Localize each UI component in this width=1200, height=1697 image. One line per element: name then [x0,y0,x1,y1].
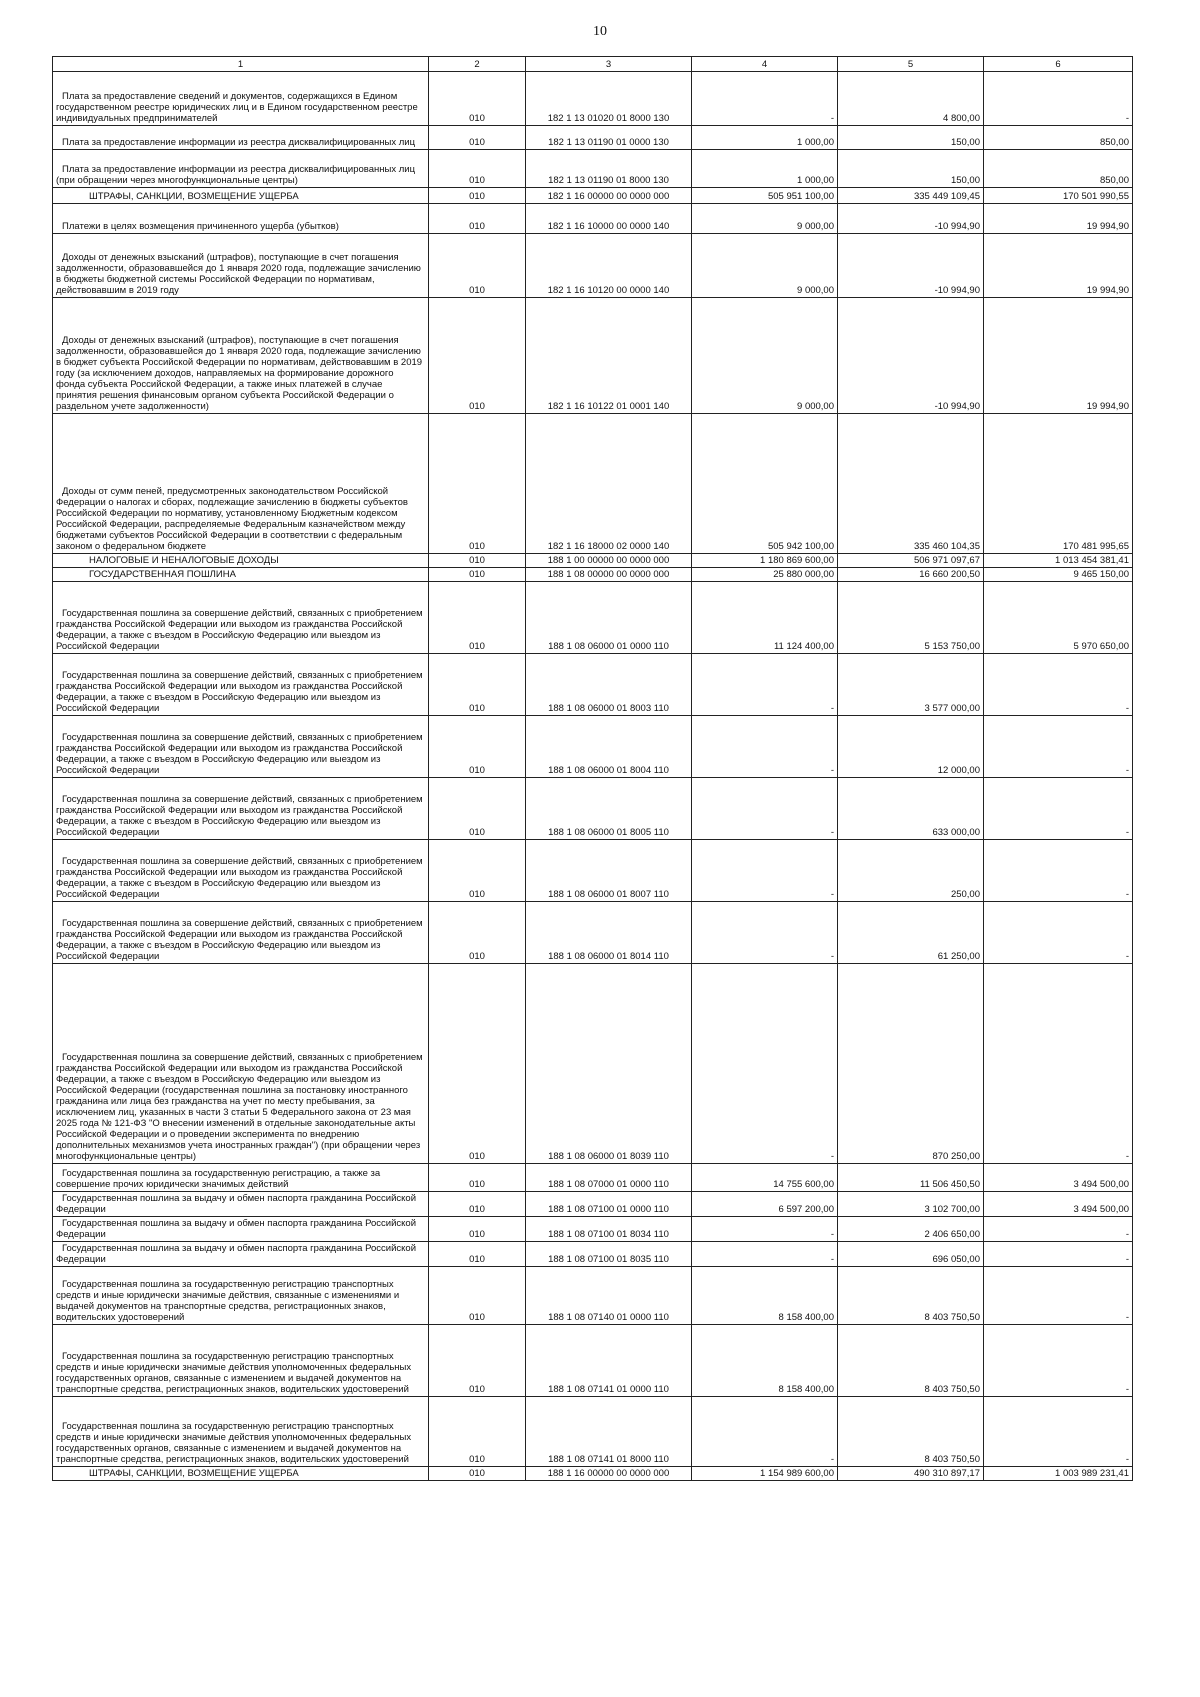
unexecuted-amount-cell: - [984,1242,1133,1267]
budget-code-cell: 188 1 08 00000 00 0000 000 [526,568,692,582]
row-name-cell: Доходы от денежных взысканий (штрафов), поступающие в счет погашения задолженности, образовавшейся до 1 января 2020 года, подлежащие зачислению в бюджеты бюджетной системы Российской Федерации по нормативам, действовавшим в 2019 году [53,234,429,298]
column-header-6: 6 [984,57,1133,72]
budget-code-cell: 182 1 13 01020 01 8000 130 [526,72,692,126]
unexecuted-amount-cell: 19 994,90 [984,234,1133,298]
budget-code-cell: 182 1 16 10000 00 0000 140 [526,204,692,234]
budget-code-cell: 182 1 16 10120 00 0000 140 [526,234,692,298]
budget-code-cell: 188 1 08 06000 01 8039 110 [526,964,692,1164]
line-code-cell: 010 [429,188,526,204]
unexecuted-amount-cell: 170 481 995,65 [984,414,1133,554]
table-row [53,150,1133,188]
row-name-cell: Государственная пошлина за совершение действий, связанных с приобретением гражданства Российской Федерации или выходом из гражданства Российской Федерации, а также с въездом в Российскую Федерацию или выездом из Российской Федерации [53,716,429,778]
unexecuted-amount-cell: 19 994,90 [984,298,1133,414]
line-code-cell: 010 [429,778,526,840]
table-row [53,554,1133,568]
budget-code-cell: 188 1 08 07140 01 0000 110 [526,1267,692,1325]
executed-amount-cell: 3 102 700,00 [838,1192,984,1217]
row-name-cell: Государственная пошлина за государственную регистрацию, а также за совершение прочих юридически значимых действий [53,1164,429,1192]
column-header-3: 3 [526,57,692,72]
column-header-2: 2 [429,57,526,72]
row-name-cell: Доходы от денежных взысканий (штрафов), поступающие в счет погашения задолженности, образовавшейся до 1 января 2020 года, подлежащие зачислению в бюджет субъекта Российской Федерации по нормативам, действовавшим в 2019 году (за исключением доходов, направляемых на формирование дорожного фонда субъекта Российской Федерации, а также иных платежей в случае принятия решения финансовым органом субъекта Российской Федерации о раздельном учете задолженности) [53,298,429,414]
row-name-cell: Государственная пошлина за выдачу и обмен паспорта гражданина Российской Федерации [53,1242,429,1267]
row-name-cell: Государственная пошлина за совершение действий, связанных с приобретением гражданства Российской Федерации или выходом из гражданства Российской Федерации, а также с въездом в Российскую Федерацию или выездом из Российской Федерации [53,654,429,716]
line-code-cell: 010 [429,298,526,414]
row-name-cell: Платежи в целях возмещения причиненного ущерба (убытков) [53,204,429,234]
line-code-cell: 010 [429,964,526,1164]
row-name-cell: Плата за предоставление сведений и документов, содержащихся в Едином государственном реестре юридических лиц и в Едином государственном реестре индивидуальных предпринимателей [53,72,429,126]
table-row [53,126,1133,150]
unexecuted-amount-cell: - [984,778,1133,840]
executed-amount-cell: 5 153 750,00 [838,582,984,654]
unexecuted-amount-cell: - [984,964,1133,1164]
executed-amount-cell: 150,00 [838,150,984,188]
executed-amount-cell: 335 460 104,35 [838,414,984,554]
table-row [53,582,1133,654]
table-row [53,204,1133,234]
line-code-cell: 010 [429,1325,526,1397]
budget-code-cell: 188 1 08 07141 01 8000 110 [526,1397,692,1467]
executed-amount-cell: 506 971 097,67 [838,554,984,568]
table-row [53,298,1133,414]
line-code-cell: 010 [429,840,526,902]
line-code-cell: 010 [429,72,526,126]
executed-amount-cell: 11 506 450,50 [838,1164,984,1192]
approved-amount-cell: 8 158 400,00 [692,1325,838,1397]
executed-amount-cell: 8 403 750,50 [838,1325,984,1397]
column-header-5: 5 [838,57,984,72]
table-row [53,1397,1133,1467]
line-code-cell: 010 [429,204,526,234]
executed-amount-cell: -10 994,90 [838,204,984,234]
table-row [53,1164,1133,1192]
table-row [53,72,1133,126]
budget-code-cell: 188 1 08 07100 01 0000 110 [526,1192,692,1217]
unexecuted-amount-cell: 1 003 989 231,41 [984,1467,1133,1481]
executed-amount-cell: 335 449 109,45 [838,188,984,204]
line-code-cell: 010 [429,568,526,582]
page-number: 10 [593,24,607,39]
line-code-cell: 010 [429,1242,526,1267]
unexecuted-amount-cell: - [984,1267,1133,1325]
revenue-report-table [52,56,1133,1481]
budget-code-cell: 188 1 00 00000 00 0000 000 [526,554,692,568]
unexecuted-amount-cell: - [984,1217,1133,1242]
budget-code-cell: 188 1 08 07100 01 8035 110 [526,1242,692,1267]
executed-amount-cell: -10 994,90 [838,298,984,414]
table-row [53,902,1133,964]
approved-amount-cell: 9 000,00 [692,204,838,234]
row-name-cell: Государственная пошлина за государственную регистрацию транспортных средств и иные юридически значимые действия уполномоченных федеральных государственных органов, связанные с изменением и выдачей документов на транспортные средства, регистрационных знаков, водительских удостоверений [53,1397,429,1467]
budget-code-cell: 182 1 16 18000 02 0000 140 [526,414,692,554]
executed-amount-cell: 633 000,00 [838,778,984,840]
approved-amount-cell: - [692,1397,838,1467]
line-code-cell: 010 [429,234,526,298]
column-number-header-row [53,57,1133,72]
budget-code-cell: 188 1 08 06000 01 8007 110 [526,840,692,902]
unexecuted-amount-cell: - [984,902,1133,964]
approved-amount-cell: 14 755 600,00 [692,1164,838,1192]
approved-amount-cell: 1 000,00 [692,150,838,188]
table-row [53,414,1133,554]
table-row [53,188,1133,204]
line-code-cell: 010 [429,582,526,654]
budget-code-cell: 182 1 16 10122 01 0001 140 [526,298,692,414]
budget-code-cell: 188 1 08 06000 01 8004 110 [526,716,692,778]
table-row [53,1217,1133,1242]
unexecuted-amount-cell: - [984,72,1133,126]
approved-amount-cell: 11 124 400,00 [692,582,838,654]
budget-code-cell: 188 1 08 07000 01 0000 110 [526,1164,692,1192]
approved-amount-cell: - [692,840,838,902]
approved-amount-cell: - [692,902,838,964]
unexecuted-amount-cell: - [984,1325,1133,1397]
unexecuted-amount-cell: 3 494 500,00 [984,1192,1133,1217]
row-name-cell: Государственная пошлина за выдачу и обмен паспорта гражданина Российской Федерации [53,1217,429,1242]
budget-code-cell: 188 1 08 07100 01 8034 110 [526,1217,692,1242]
approved-amount-cell: 25 880 000,00 [692,568,838,582]
row-name-cell: Государственная пошлина за выдачу и обмен паспорта гражданина Российской Федерации [53,1192,429,1217]
row-name-cell: Государственная пошлина за совершение действий, связанных с приобретением гражданства Российской Федерации или выходом из гражданства Российской Федерации, а также с въездом в Российскую Федерацию или выездом из Российской Федерации [53,582,429,654]
row-name-cell: НАЛОГОВЫЕ И НЕНАЛОГОВЫЕ ДОХОДЫ [53,554,429,568]
unexecuted-amount-cell: 170 501 990,55 [984,188,1133,204]
line-code-cell: 010 [429,1217,526,1242]
unexecuted-amount-cell: 1 013 454 381,41 [984,554,1133,568]
budget-code-cell: 182 1 13 01190 01 8000 130 [526,150,692,188]
budget-code-cell: 188 1 08 06000 01 8005 110 [526,778,692,840]
table-row [53,964,1133,1164]
approved-amount-cell: - [692,716,838,778]
unexecuted-amount-cell: 19 994,90 [984,204,1133,234]
line-code-cell: 010 [429,414,526,554]
row-name-cell: Доходы от сумм пеней, предусмотренных законодательством Российской Федерации о налогах и сборах, подлежащие зачислению в бюджеты субъектов Российской Федерации по нормативу, установленному Бюджетным кодексом Российской Федерации, распределяемые Федеральным казначейством между бюджетами субъектов Российской Федерации в соответствии с федеральным законом о федеральном бюджете [53,414,429,554]
budget-code-cell: 188 1 16 00000 00 0000 000 [526,1467,692,1481]
row-name-cell: Государственная пошлина за совершение действий, связанных с приобретением гражданства Российской Федерации или выходом из гражданства Российской Федерации, а также с въездом в Российскую Федерацию или выездом из Российской Федерации [53,778,429,840]
unexecuted-amount-cell: - [984,716,1133,778]
line-code-cell: 010 [429,126,526,150]
table-row [53,1467,1133,1481]
table-row [53,234,1133,298]
row-name-cell: ШТРАФЫ, САНКЦИИ, ВОЗМЕЩЕНИЕ УЩЕРБА [53,188,429,204]
table-row [53,654,1133,716]
budget-code-cell: 182 1 16 00000 00 0000 000 [526,188,692,204]
column-header-1: 1 [53,57,429,72]
table-row [53,568,1133,582]
table-row [53,840,1133,902]
executed-amount-cell: 870 250,00 [838,964,984,1164]
line-code-cell: 010 [429,1467,526,1481]
approved-amount-cell: - [692,72,838,126]
line-code-cell: 010 [429,554,526,568]
row-name-cell: Государственная пошлина за совершение действий, связанных с приобретением гражданства Российской Федерации или выходом из гражданства Российской Федерации, а также с въездом в Российскую Федерацию или выездом из Российской Федерации (государственная пошлина за постановку иностранного гражданина или лица без гражданства на учет по месту пребывания, за исключением лиц, указанных в части 3 статьи 5 Федерального закона от 23 мая 2025 года № 121-ФЗ "О внесении изменений в отдельные законодательные акты Российской Федерации и о проведении эксперимента по внедрению дополнительных механизмов учета иностранных граждан") (при обращении через многофункциональные центры) [53,964,429,1164]
unexecuted-amount-cell: 5 970 650,00 [984,582,1133,654]
line-code-cell: 010 [429,150,526,188]
table-row [53,1192,1133,1217]
approved-amount-cell: - [692,964,838,1164]
unexecuted-amount-cell: - [984,840,1133,902]
row-name-cell: Государственная пошлина за государственную регистрацию транспортных средств и иные юридически значимые действия, связанные с изменениями и выдачей документов на транспортные средства, регистрационных знаков, водительских удостоверений [53,1267,429,1325]
table-row [53,1325,1133,1397]
line-code-cell: 010 [429,1192,526,1217]
line-code-cell: 010 [429,902,526,964]
executed-amount-cell: 150,00 [838,126,984,150]
executed-amount-cell: 8 403 750,50 [838,1397,984,1467]
row-name-cell: Государственная пошлина за совершение действий, связанных с приобретением гражданства Российской Федерации или выходом из гражданства Российской Федерации, а также с въездом в Российскую Федерацию или выездом из Российской Федерации [53,840,429,902]
approved-amount-cell: 1 000,00 [692,126,838,150]
unexecuted-amount-cell: 850,00 [984,126,1133,150]
executed-amount-cell: 61 250,00 [838,902,984,964]
approved-amount-cell: 1 154 989 600,00 [692,1467,838,1481]
line-code-cell: 010 [429,1164,526,1192]
executed-amount-cell: 490 310 897,17 [838,1467,984,1481]
approved-amount-cell: 6 597 200,00 [692,1192,838,1217]
budget-code-cell: 188 1 08 06000 01 8003 110 [526,654,692,716]
approved-amount-cell: 1 180 869 600,00 [692,554,838,568]
executed-amount-cell: 8 403 750,50 [838,1267,984,1325]
row-name-cell: Государственная пошлина за совершение действий, связанных с приобретением гражданства Российской Федерации или выходом из гражданства Российской Федерации, а также с въездом в Российскую Федерацию или выездом из Российской Федерации [53,902,429,964]
approved-amount-cell: - [692,778,838,840]
budget-code-cell: 188 1 08 06000 01 0000 110 [526,582,692,654]
approved-amount-cell: - [692,1217,838,1242]
row-name-cell: ГОСУДАРСТВЕННАЯ ПОШЛИНА [53,568,429,582]
executed-amount-cell: 696 050,00 [838,1242,984,1267]
row-name-cell: Плата за предоставление информации из реестра дисквалифицированных лиц (при обращении через многофункциональные центры) [53,150,429,188]
approved-amount-cell: 9 000,00 [692,298,838,414]
table-row [53,1242,1133,1267]
line-code-cell: 010 [429,654,526,716]
unexecuted-amount-cell: 3 494 500,00 [984,1164,1133,1192]
approved-amount-cell: 505 942 100,00 [692,414,838,554]
approved-amount-cell: 8 158 400,00 [692,1267,838,1325]
row-name-cell: Плата за предоставление информации из реестра дисквалифицированных лиц [53,126,429,150]
row-name-cell: Государственная пошлина за государственную регистрацию транспортных средств и иные юридически значимые действия уполномоченных федеральных государственных органов, связанные с изменением и выдачей документов на транспортные средства, регистрационных знаков, водительских удостоверений [53,1325,429,1397]
executed-amount-cell: 16 660 200,50 [838,568,984,582]
table-row [53,1267,1133,1325]
budget-code-cell: 182 1 13 01190 01 0000 130 [526,126,692,150]
executed-amount-cell: 3 577 000,00 [838,654,984,716]
budget-code-cell: 188 1 08 06000 01 8014 110 [526,902,692,964]
report-body [53,72,1133,1481]
unexecuted-amount-cell: 9 465 150,00 [984,568,1133,582]
line-code-cell: 010 [429,716,526,778]
approved-amount-cell: - [692,1242,838,1267]
unexecuted-amount-cell: - [984,1397,1133,1467]
column-header-4: 4 [692,57,838,72]
approved-amount-cell: - [692,654,838,716]
line-code-cell: 010 [429,1267,526,1325]
approved-amount-cell: 505 951 100,00 [692,188,838,204]
executed-amount-cell: 12 000,00 [838,716,984,778]
executed-amount-cell: -10 994,90 [838,234,984,298]
approved-amount-cell: 9 000,00 [692,234,838,298]
table-row [53,716,1133,778]
executed-amount-cell: 2 406 650,00 [838,1217,984,1242]
executed-amount-cell: 4 800,00 [838,72,984,126]
budget-code-cell: 188 1 08 07141 01 0000 110 [526,1325,692,1397]
line-code-cell: 010 [429,1397,526,1467]
executed-amount-cell: 250,00 [838,840,984,902]
unexecuted-amount-cell: 850,00 [984,150,1133,188]
table-row [53,778,1133,840]
unexecuted-amount-cell: - [984,654,1133,716]
row-name-cell: ШТРАФЫ, САНКЦИИ, ВОЗМЕЩЕНИЕ УЩЕРБА [53,1467,429,1481]
